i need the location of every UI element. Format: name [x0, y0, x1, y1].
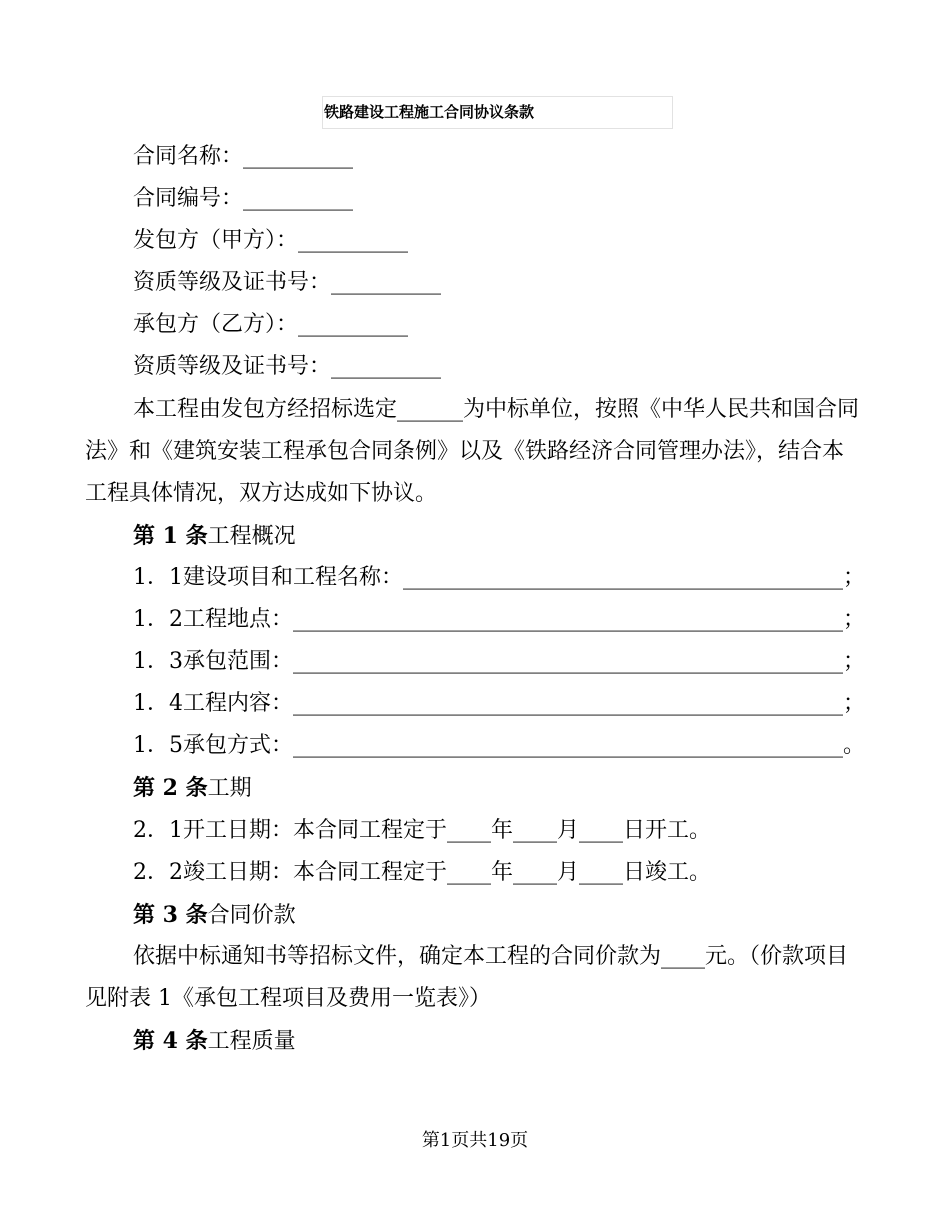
- intro-text: 为中标单位，按照《中华人民共和国合同: [463, 396, 860, 422]
- item-text: 2．1开工日期：本合同工程定于: [133, 817, 447, 843]
- intro-text: 本工程由发包方经招标选定: [133, 396, 398, 422]
- fill-blank: ____: [513, 817, 558, 843]
- fill-blank: ____: [447, 859, 491, 885]
- fill-blank: __________: [331, 270, 442, 296]
- item-text: 2．2竣工日期：本合同工程定于: [133, 859, 447, 885]
- field-party-b-qualification: [85, 346, 855, 388]
- item-label: 1．5承包方式：: [133, 733, 293, 759]
- intro-line-1: [85, 389, 860, 431]
- item-end: ；: [843, 649, 866, 675]
- field-contract-number: [85, 178, 855, 220]
- item-label: 1．3承包范围：: [133, 649, 293, 675]
- item-end: ；: [843, 564, 866, 590]
- article-1-item: [85, 683, 866, 725]
- item-text: 元。（价款项目: [705, 943, 849, 969]
- fill-blank: __________: [298, 312, 409, 338]
- field-label: 资质等级及证书号：: [133, 354, 332, 380]
- article-1-item: [85, 599, 866, 641]
- field-label: 发包方（甲方）：: [133, 228, 299, 254]
- item-end: ；: [843, 691, 866, 717]
- article-3-line-2: 见附表 1《承包工程项目及费用一览表》）: [85, 985, 491, 1011]
- item-text: 日竣工。: [623, 859, 712, 885]
- item-label: 1．4工程内容：: [133, 691, 293, 717]
- article-1-item: [85, 641, 866, 683]
- article-1-heading: [85, 515, 855, 557]
- year-unit: 年: [491, 859, 514, 885]
- document-title: 铁路建设工程施工合同协议条款: [324, 103, 535, 121]
- month-unit: 月: [557, 817, 580, 843]
- month-unit: 月: [557, 859, 580, 885]
- year-unit: 年: [491, 817, 514, 843]
- article-3-line-1: [85, 936, 855, 978]
- fill-blank: ____: [579, 859, 624, 885]
- item-end: ；: [843, 607, 866, 633]
- article-title: 工程概况: [207, 523, 296, 549]
- fill-blank: __________________________________________________: [293, 733, 843, 759]
- article-number: 第 4 条: [133, 1027, 208, 1054]
- fill-blank: ____: [447, 817, 491, 843]
- article-title: 工程质量: [207, 1028, 296, 1054]
- article-title: 合同价款: [207, 902, 296, 928]
- item-label: 1．2工程地点：: [133, 607, 293, 633]
- article-2-start-date: [85, 810, 855, 852]
- fill-blank: ________________________________________: [403, 564, 843, 590]
- field-party-b: [85, 304, 855, 346]
- fill-blank: __________________________________________________: [293, 691, 843, 717]
- fill-blank: __________________________________________________: [293, 607, 843, 633]
- article-number: 第 2 条: [133, 775, 208, 802]
- item-end: 。: [843, 733, 866, 759]
- article-number: 第 1 条: [133, 522, 208, 549]
- article-3-heading: [85, 894, 855, 936]
- article-1-item: [85, 557, 866, 599]
- article-2-heading: [85, 767, 855, 809]
- fill-blank: __________: [243, 186, 354, 212]
- fill-blank: ____: [579, 817, 624, 843]
- article-title: 工期: [207, 776, 252, 802]
- field-party-a: [85, 220, 855, 262]
- article-2-completion-date: [85, 852, 855, 894]
- document-body: [85, 136, 866, 1062]
- fill-blank: __________: [298, 228, 409, 254]
- field-label: 资质等级及证书号：: [133, 270, 332, 296]
- fill-blank: __________: [331, 354, 442, 380]
- title-box: [322, 96, 673, 129]
- intro-line-3: 工程具体情况，双方达成如下协议。: [85, 480, 438, 506]
- item-text: 日开工。: [623, 817, 712, 843]
- article-number: 第 3 条: [133, 901, 208, 928]
- field-contract-name: [85, 136, 855, 178]
- field-party-a-qualification: [85, 262, 855, 304]
- field-label: 承包方（乙方）：: [133, 312, 299, 338]
- page-indicator: 第1页共19页: [421, 1130, 529, 1151]
- article-1-item: [85, 725, 866, 767]
- fill-blank: ____: [661, 943, 706, 969]
- item-text: 依据中标通知书等招标文件，确定本工程的合同价款为: [133, 943, 662, 969]
- page-footer: [0, 1128, 950, 1154]
- fill-blank: __________: [243, 144, 354, 169]
- field-label: 合同名称：: [133, 144, 244, 169]
- field-label: 合同编号：: [133, 186, 244, 212]
- article-4-heading: [85, 1020, 855, 1062]
- fill-blank: __________________________________________________: [293, 649, 843, 675]
- intro-line-2: 法》和《建筑安装工程承包合同条例》以及《铁路经济合同管理办法》，结合本: [85, 438, 845, 464]
- fill-blank: ____: [513, 859, 558, 885]
- item-label: 1．1建设项目和工程名称：: [133, 564, 403, 590]
- fill-blank: ______: [397, 396, 464, 422]
